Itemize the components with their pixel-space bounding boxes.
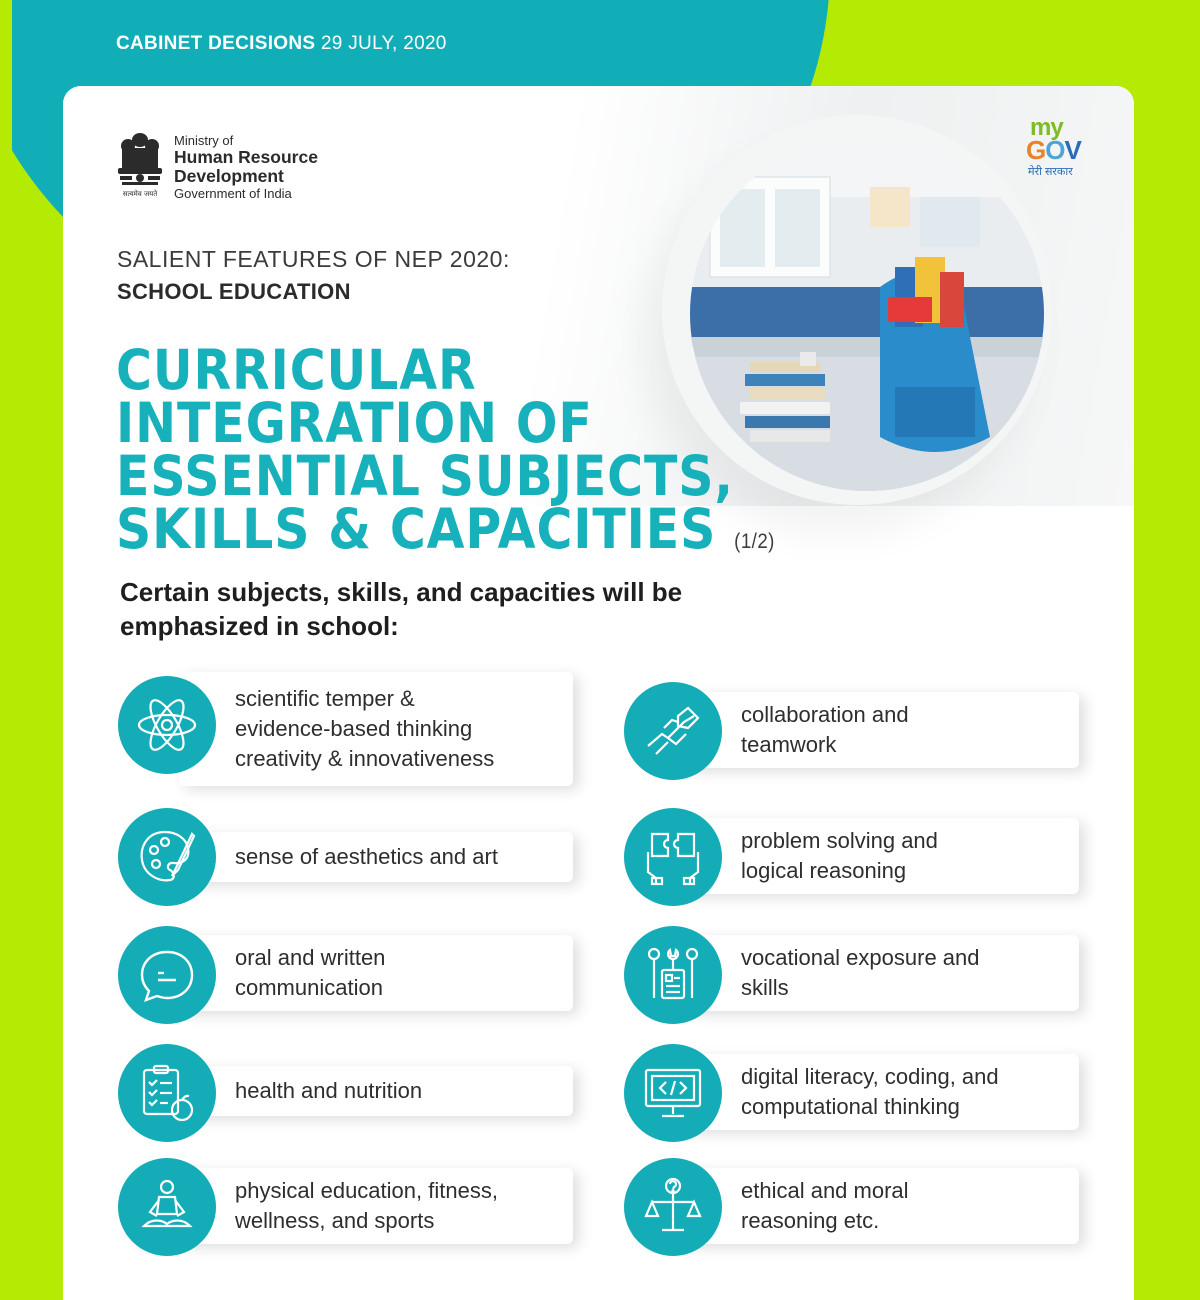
mygov-tagline: मेरी सरकार bbox=[1028, 166, 1073, 178]
atom-icon bbox=[118, 676, 216, 774]
handshake-icon bbox=[624, 682, 722, 780]
feature-item-vocational: vocational exposure and skills bbox=[685, 935, 1079, 1011]
mygov-logo: my GOV मेरी सरकार bbox=[1026, 118, 1106, 179]
ministry-line1: Ministry of bbox=[174, 133, 234, 148]
header-date: 29 JULY, 2020 bbox=[320, 33, 447, 54]
header-bar bbox=[116, 33, 447, 55]
emblem-motto: सत्यमेव जयते bbox=[122, 190, 158, 198]
title-line-4: SKILLS & CAPACITIES bbox=[116, 497, 717, 561]
title-line-1: CURRICULAR bbox=[116, 338, 477, 402]
feature-item-scientific: scientific temper & evidence-based thinking creativity & innovativeness bbox=[179, 672, 573, 786]
title-line-3: ESSENTIAL SUBJECTS, bbox=[116, 444, 734, 508]
ministry-line4: Government of India bbox=[174, 186, 292, 201]
info-card bbox=[63, 86, 1134, 1300]
mygov-my: my bbox=[1030, 114, 1063, 141]
feature-item-digital-literacy: digital literacy, coding, and computational thinking bbox=[685, 1054, 1079, 1130]
ministry-line3: Development bbox=[174, 166, 284, 186]
lime-edge bbox=[0, 0, 12, 1300]
title-line-2: INTEGRATION OF bbox=[116, 391, 593, 455]
lead-text: Certain subjects, skills, and capacities will be emphasized in school: bbox=[120, 577, 683, 641]
feature-item-ethics: ethical and moral reasoning etc. bbox=[685, 1168, 1079, 1244]
feature-item-health: health and nutrition bbox=[179, 1066, 573, 1116]
header-label: CABINET DECISIONS bbox=[116, 33, 316, 54]
code-monitor-icon bbox=[624, 1044, 722, 1142]
feature-item-aesthetics: sense of aesthetics and art bbox=[179, 832, 573, 882]
vocational-tools-icon bbox=[624, 926, 722, 1024]
subtitle: SALIENT FEATURES OF NEP 2020: bbox=[117, 246, 510, 272]
ministry-logo bbox=[114, 130, 318, 201]
page-title bbox=[116, 338, 856, 568]
feature-item-physical-education: physical education, fitness, wellness, and sports bbox=[179, 1168, 573, 1244]
national-emblem-icon bbox=[114, 130, 166, 200]
subtitle-bold: SCHOOL EDUCATION bbox=[117, 279, 351, 304]
feature-item-communication: oral and written communication bbox=[179, 935, 573, 1011]
yoga-icon bbox=[118, 1158, 216, 1256]
puzzle-hands-icon bbox=[624, 808, 722, 906]
feature-item-collaboration: collaboration and teamwork bbox=[685, 692, 1079, 768]
palette-icon bbox=[118, 808, 216, 906]
part-indicator: (1/2) bbox=[734, 530, 775, 553]
chat-bubble-icon bbox=[118, 926, 216, 1024]
checklist-apple-icon bbox=[118, 1044, 216, 1142]
feature-item-problem-solving: problem solving and logical reasoning bbox=[685, 818, 1079, 894]
ministry-line2: Human Resource bbox=[174, 147, 318, 167]
scales-question-icon bbox=[624, 1158, 722, 1256]
